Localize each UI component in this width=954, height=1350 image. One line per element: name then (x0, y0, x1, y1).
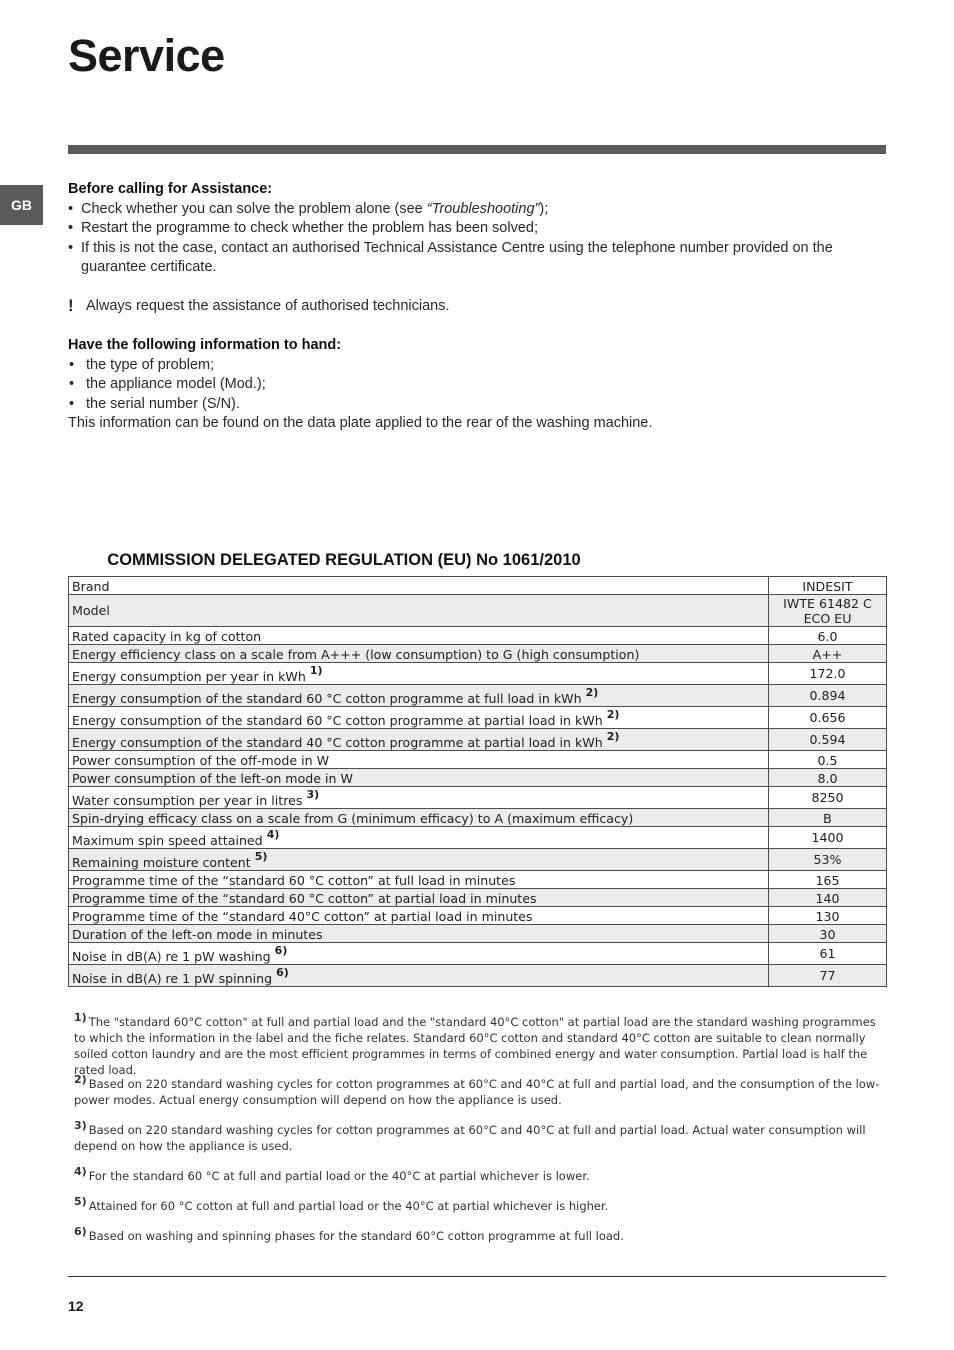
page-number: 12 (68, 1298, 84, 1314)
table-row (69, 943, 887, 965)
table-row (69, 871, 887, 889)
row-value: 30 (769, 925, 887, 943)
footnote: $^{3)}$ Based on 220 standard washing cycles for cotton programmes at 60°C and 40°C at full and partial load. Actual water consumption will depend on how the appliance is used. (74, 1119, 866, 1153)
footnote-ref: 2) (606, 707, 620, 721)
footnote-ref: 5) (254, 849, 268, 863)
table-row (69, 787, 887, 809)
row-label: Energy consumption of the standard 60 °C cotton programme at partial load in kWh $^{2)}$ (69, 707, 769, 729)
table-row (69, 595, 887, 627)
row-label: Spin-drying efficacy class on a scale from G (minimum efficacy) to A (maximum efficacy) (69, 809, 769, 827)
footnote-ref: 6) (274, 943, 288, 957)
footnote-ref: 4) (266, 827, 280, 841)
footnote: $^{2)}$ Based on 220 standard washing cycles for cotton programmes at 60°C and 40°C at full and partial load, and the consumption of the low-power modes. Actual energy consumption will depend on how the appliance is used. (74, 1073, 880, 1107)
row-value: 0.894 (769, 685, 887, 707)
row-label: Remaining moisture content $^{5)}$ (69, 849, 769, 871)
info-item: • the type of problem; (68, 356, 868, 376)
row-label: Energy efficiency class on a scale from A+++ (low consumption) to G (high consumption) (69, 645, 769, 663)
row-value: 165 (769, 871, 887, 889)
table-row (69, 663, 887, 685)
row-label: Power consumption of the left-on mode in W (69, 769, 769, 787)
row-value: 0.5 (769, 751, 887, 769)
row-value: 0.594 (769, 729, 887, 751)
row-value: 77 (769, 965, 887, 987)
table-row (69, 729, 887, 751)
row-label: Energy consumption of the standard 60 °C cotton programme at full load in kWh $^{2)}$ (69, 685, 769, 707)
assistance-bullet: • If this is not the case, contact an authorised Technical Assistance Centre using the telephone number provided on the guarantee certificate. (68, 239, 868, 278)
row-value: 8.0 (769, 769, 887, 787)
info-item: • the serial number (S/N). (68, 395, 868, 415)
row-label: Power consumption of the off-mode in W (69, 751, 769, 769)
info-footer: This information can be found on the data plate applied to the rear of the washing machine. (68, 415, 653, 431)
row-value: 0.656 (769, 707, 887, 729)
row-label: Programme time of the “standard 60 °C cotton” at partial load in minutes (69, 889, 769, 907)
row-value: A++ (769, 645, 887, 663)
row-value: 1400 (769, 827, 887, 849)
row-value: 130 (769, 907, 887, 925)
regulation-title: COMMISSION DELEGATED REGULATION (EU) No 1061/2010 (107, 551, 581, 569)
table-row (69, 769, 887, 787)
row-label: Rated capacity in kg of cotton (69, 627, 769, 645)
row-value: 61 (769, 943, 887, 965)
row-label: Model (69, 595, 769, 627)
info-heading: Have the following information to hand: (68, 337, 342, 353)
assistance-bullet: • Check whether you can solve the problem alone (see “Troubleshooting”); (68, 200, 868, 220)
footnote-ref: 3) (306, 787, 320, 801)
row-value: 8250 (769, 787, 887, 809)
table-row (69, 849, 887, 871)
table-row (69, 965, 887, 987)
row-label: Energy consumption of the standard 40 °C cotton programme at partial load in kWh $^{2)}$ (69, 729, 769, 751)
title-divider-bar (68, 145, 886, 154)
footnote: $^{6)}$ Based on washing and spinning phases for the standard 60°C cotton programme at full load. (74, 1225, 624, 1243)
table-row (69, 627, 887, 645)
assistance-heading: Before calling for Assistance: (68, 181, 273, 197)
table-row (69, 925, 887, 943)
table-row (69, 685, 887, 707)
table-row (69, 751, 887, 769)
row-value: B (769, 809, 887, 827)
row-label: Duration of the left-on mode in minutes (69, 925, 769, 943)
row-label: Water consumption per year in litres $^{3)}$ (69, 787, 769, 809)
table-row (69, 889, 887, 907)
table-row (69, 645, 887, 663)
service-instructions (68, 180, 868, 434)
footnote: $^{1)}$ The "standard 60°C cotton" at full and partial load and the "standard 40°C cotton" at partial load are the standard washing programmes to which the information in the label and the fiche relates. Standard 60°C cotton and standard 40°C cotton are suitable to clean normally soiled cotton laundry and are the most efficient programmes in terms of combined energy and water consumption. Partial load is half the rated load. (74, 1011, 876, 1077)
row-value: 172.0 (769, 663, 887, 685)
table-row (69, 577, 887, 595)
table-row (69, 809, 887, 827)
troubleshooting-reference: “Troubleshooting” (426, 200, 540, 217)
language-tab: GB (0, 185, 43, 225)
footnote: $^{4)}$ For the standard 60 °C at full and partial load or the 40°C at partial whichever is lower. (74, 1165, 590, 1183)
row-label: Programme time of the “standard 40°C cotton” at partial load in minutes (69, 907, 769, 925)
regulation-table (68, 576, 887, 987)
table-row (69, 907, 887, 925)
footnote: $^{5)}$ Attained for 60 °C cotton at full and partial load or the 40°C at partial whichever is higher. (74, 1195, 609, 1213)
row-label: Noise in dB(A) re 1 pW spinning $^{6)}$ (69, 965, 769, 987)
footnote-ref: 2) (606, 729, 620, 743)
row-label: Energy consumption per year in kWh $^{1)}$ (69, 663, 769, 685)
table-row (69, 707, 887, 729)
row-label: Programme time of the “standard 60 °C cotton” at full load in minutes (69, 871, 769, 889)
row-value: INDESIT (769, 577, 887, 595)
table-row (69, 827, 887, 849)
footnote-ref: 1) (309, 663, 323, 677)
row-label: Noise in dB(A) re 1 pW washing $^{6)}$ (69, 943, 769, 965)
footer-divider (68, 1276, 886, 1277)
row-value: IWTE 61482 C ECO EU (769, 595, 887, 627)
row-label: Brand (69, 577, 769, 595)
exclamation-icon: ! (68, 296, 74, 315)
row-value: 6.0 (769, 627, 887, 645)
assistance-bullet: • Restart the programme to check whether the problem has been solved; (68, 219, 868, 239)
footnote-ref: 2) (585, 685, 599, 699)
page-title: Service (68, 30, 225, 81)
row-value: 53% (769, 849, 887, 871)
info-item: • the appliance model (Mod.); (68, 375, 868, 395)
footnote-ref: 6) (276, 965, 289, 979)
warning-note: ! Always request the assistance of authorised technicians. (68, 296, 450, 315)
row-value: 140 (769, 889, 887, 907)
row-label: Maximum spin speed attained $^{4)}$ (69, 827, 769, 849)
